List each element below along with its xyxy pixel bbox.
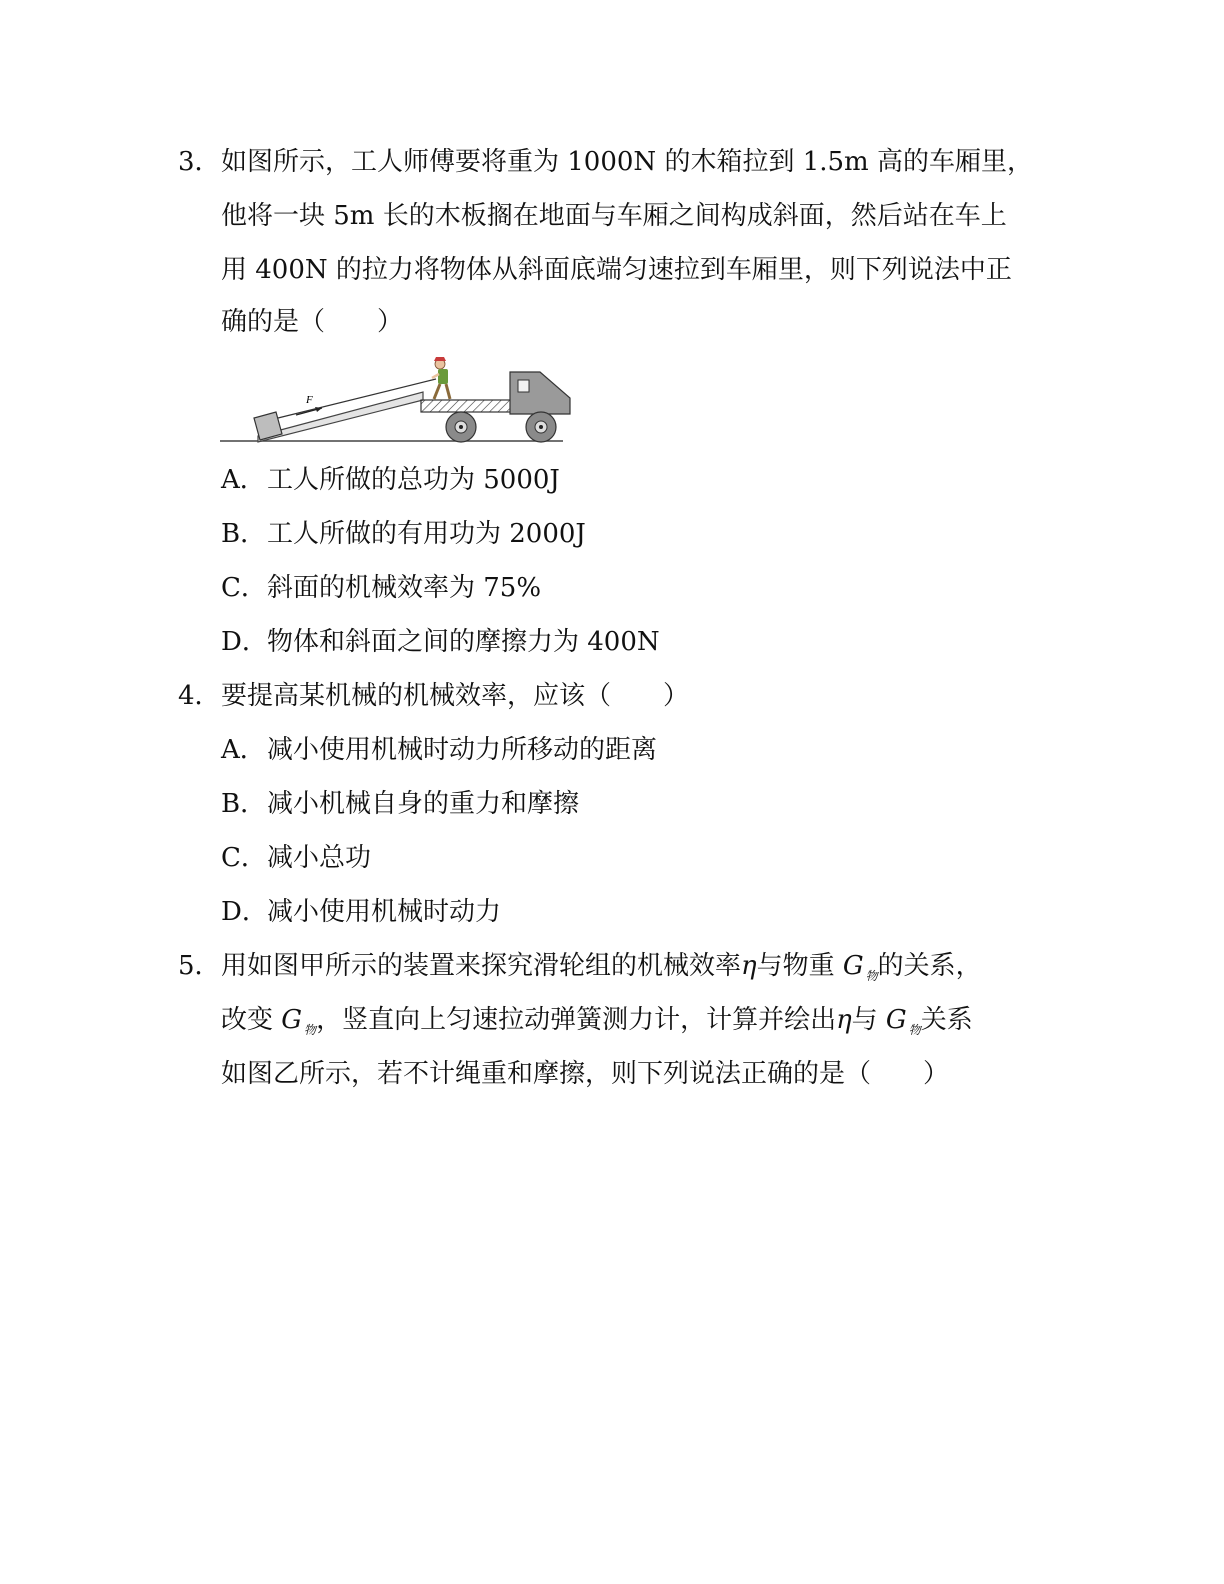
g-subscript: 物 [304,1023,317,1037]
question-3-line-2: 他将一块 5m 长的木板搁在地面与车厢之间构成斜面，然后站在车上 [221,201,1007,231]
ramp-truck-figure [218,352,578,448]
option-text: 物体和斜面之间的摩擦力为 400N [267,627,660,657]
g-subscript: 物 [908,1023,921,1037]
question-3-number: 3． [178,147,221,177]
g-symbol: G [885,1005,907,1035]
option-letter: D． [221,897,268,927]
option-letter: A． [221,465,266,495]
question-3-option-d[interactable] [221,626,660,658]
option-letter: C． [221,573,267,603]
cab-window [518,380,529,392]
g-subscript: 物 [865,969,878,983]
option-text: 减小使用机械时动力所移动的距离 [267,735,658,765]
option-letter: B． [221,789,267,819]
option-letter: A． [221,735,266,765]
question-5-number: 5． [178,951,221,981]
eta-symbol: η [836,1005,852,1035]
question-3-line-3: 用 400N 的拉力将物体从斜面底端匀速拉到车厢里，则下列说法中正 [221,255,1012,285]
option-letter: B． [221,519,267,549]
option-letter: D． [221,627,268,657]
question-3-option-c[interactable] [221,572,541,604]
option-text: 减小机械自身的重力和摩擦 [267,789,580,819]
truck-bed [421,400,513,412]
question-3-line-1: 如图所示，工人师傅要将重为 1000N 的木箱拉到 1.5m 高的车厢里， [221,147,1033,177]
question-5-line-2: 改变 G $_物$，竖直向上匀速拉动弹簧测力计，计算并绘出η与 G $_物$关系 [221,1005,973,1037]
question-3-line-4: 确的是（ ） [221,307,404,337]
force-label: F [306,394,313,406]
eta-symbol: η [741,951,757,981]
option-text: 工人所做的总功为 5000J [267,465,560,495]
option-text: 工人所做的有用功为 2000J [267,519,586,549]
question-4-option-d[interactable] [221,896,501,928]
option-letter: C． [221,843,267,873]
question-4-option-b[interactable] [221,788,579,820]
option-text: 斜面的机械效率为 75% [267,573,542,603]
worker-figure [432,357,450,399]
question-4-stem: 要提高某机械的机械效率，应该（ ） [221,681,690,711]
question-4-option-c[interactable] [221,842,371,874]
truck-cab [510,372,570,414]
g-symbol: G [842,951,864,981]
g-symbol: G [281,1005,303,1035]
question-5-line-3: 如图乙所示，若不计绳重和摩擦，则下列说法正确的是（ ） [221,1059,950,1089]
question-3-option-b[interactable] [221,518,586,550]
option-text: 减小总功 [267,843,372,873]
question-5-line-1: 用如图甲所示的装置来探究滑轮组的机械效率η与物重 G $_物$的关系， [221,951,982,983]
question-4-option-a[interactable] [221,734,657,766]
question-3-option-a[interactable] [221,464,560,496]
question-4-number: 4． [178,681,221,711]
option-text: 减小使用机械时动力 [267,897,502,927]
